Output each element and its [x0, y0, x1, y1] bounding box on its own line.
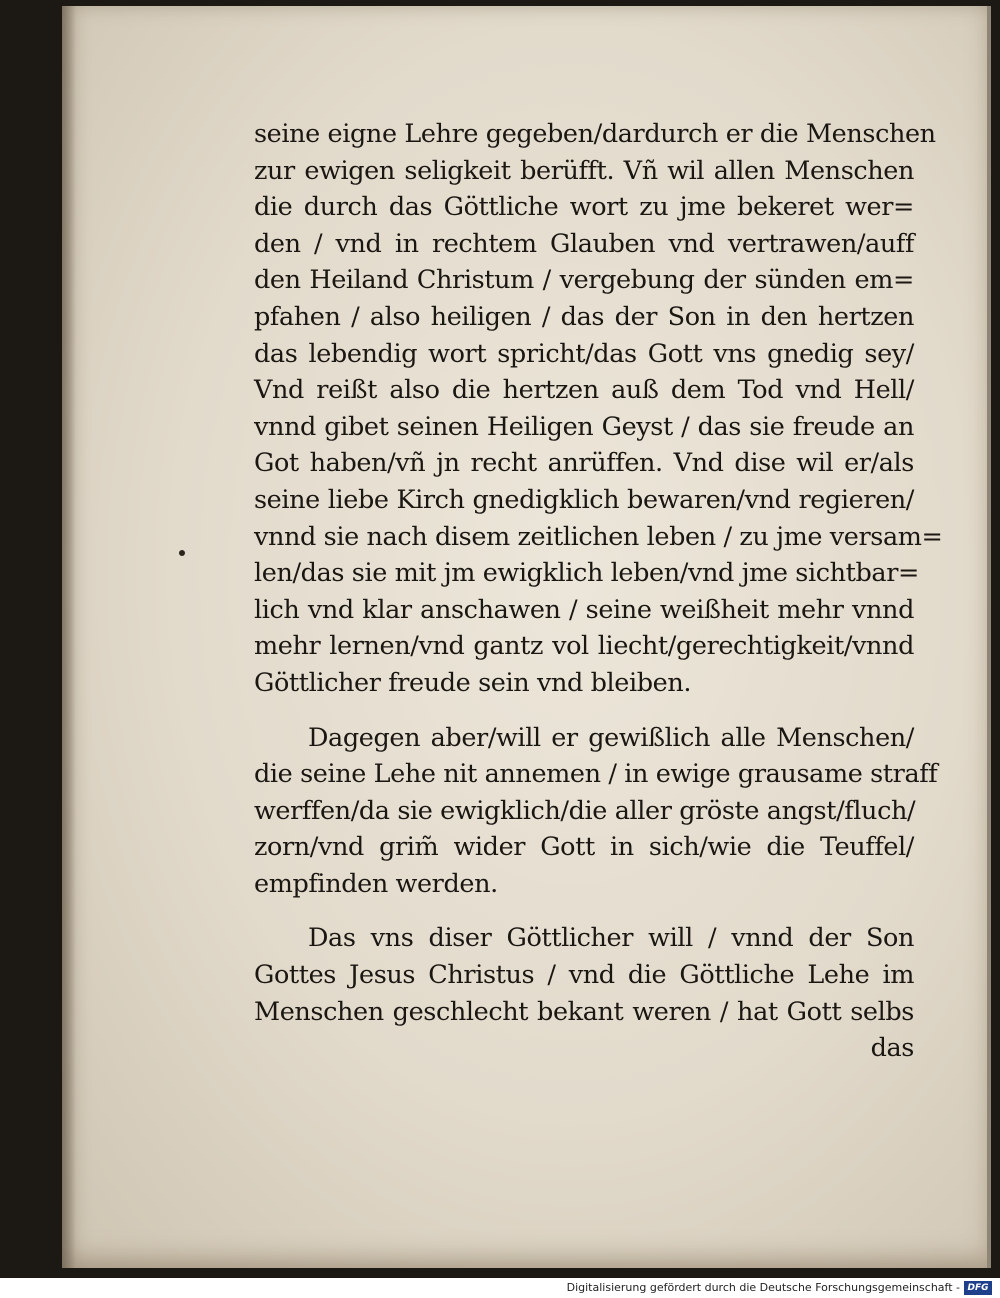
paragraph-1	[254, 116, 943, 702]
text-line: zorn/vnd grim̃ wider Gott in sich/wie die Teuffel/	[254, 832, 914, 863]
digitization-footer	[0, 1278, 1000, 1298]
text-line: den Heiland Christum / vergebung der sünden em=	[254, 265, 914, 296]
funding-credit: Digitalisierung gefördert durch die Deutsche Forschungsgemeinschaft -	[566, 1281, 960, 1294]
book-page	[62, 6, 991, 1268]
text-line: die seine Lehe nit annemen / in ewige grausame straff	[254, 759, 938, 790]
text-line-first: Dagegen aber/will er gewißlich alle Menschen/	[308, 722, 914, 753]
paragraph-3	[254, 920, 914, 1066]
text-line: vnnd gibet seinen Heiligen Geyst / das sie freude an	[254, 411, 914, 442]
text-line: len/das sie mit jm ewigklich leben/vnd jme sichtbar=	[254, 558, 919, 589]
page-gutter-shadow	[62, 6, 76, 1268]
text-line-last: empfinden werden.	[254, 868, 498, 899]
text-line: Gottes Jesus Christus / vnd die Göttliche Lehe im	[254, 960, 914, 991]
text-line: das lebendig wort spricht/das Gott vns gnedig sey/	[254, 338, 914, 369]
text-line-last: Göttlicher freude sein vnd bleiben.	[254, 667, 692, 698]
page-text	[254, 116, 943, 1067]
text-line: seine liebe Kirch gnedigklich bewaren/vnd regieren/	[254, 484, 914, 515]
text-line: Got haben/vñ jn recht anrüffen. Vnd dise wil er/als	[254, 448, 914, 479]
text-line: den / vnd in rechtem Glauben vnd vertrawen/auff	[254, 228, 914, 259]
text-line: die durch das Göttliche wort zu jme bekeret wer=	[254, 192, 914, 223]
text-line: lich vnd klar anschawen / seine weißheit mehr vnnd	[254, 594, 914, 625]
text-line: zur ewigen seligkeit berüfft. Vñ wil allen Menschen	[254, 155, 914, 186]
text-line: Menschen geschlecht bekant weren / hat Gott selbs	[254, 996, 914, 1027]
text-line: werffen/da sie ewigklich/die aller gröste angst/fluch/	[254, 795, 916, 826]
text-line: mehr lernen/vnd gantz vol liecht/gerechtigkeit/vnnd	[254, 631, 914, 662]
text-line-first: Das vns diser Göttlicher will / vnnd der Son	[308, 923, 914, 954]
text-line: pfahen / also heiligen / das der Son in den hertzen	[254, 301, 914, 332]
text-line: vnnd sie nach disem zeitlichen leben / zu jme versam=	[254, 521, 943, 552]
dfg-logo: DFG	[964, 1281, 992, 1295]
catchword: das	[870, 1033, 914, 1064]
text-line: Vnd reißt also die hertzen auß dem Tod vnd Hell/	[254, 375, 914, 406]
text-line: seine eigne Lehre gegeben/dardurch er die Menschen	[254, 119, 936, 149]
paragraph-2	[254, 720, 938, 903]
ink-spot	[179, 550, 185, 556]
